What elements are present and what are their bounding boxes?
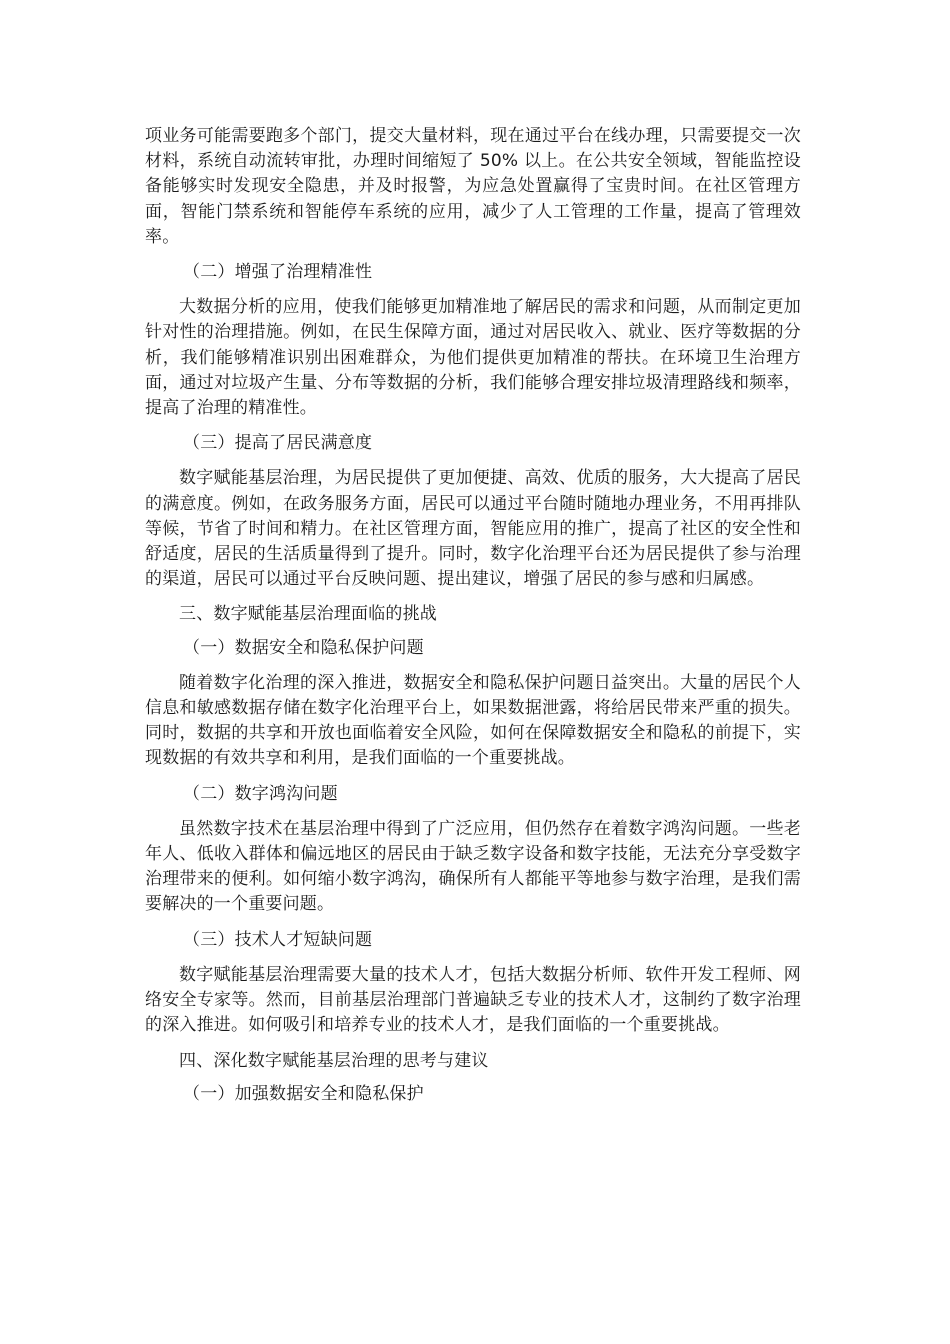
paragraph-data-security: 随着数字化治理的深入推进，数据安全和隐私保护问题日益突出。大量的居民个人信息和敏感数据存储在数字化治理平台上，如果数据泄露，将给居民带来严重的损失。同时，数据的共享和开放也面临着安全风险，如何在保障数据安全和隐私的前提下，实现数据的有效共享和利用，是我们面临的一个重要挑战。: [145, 672, 801, 769]
subheading-talent-shortage: （三）技术人才短缺问题: [183, 929, 373, 950]
subheading-satisfaction: （三）提高了居民满意度: [183, 433, 373, 454]
document-body: [145, 124, 801, 1117]
paragraph-efficiency-continued: 项业务可能需要跑多个部门，提交大量材料，现在通过平台在线办理，只需要提交一次材料，系统自动流转审批，办理时间缩短了 50% 以上。在公共安全领域，智能监控设备能够实时发现安全隐患，并及时报警，为应急处置赢得了宝贵时间。在社区管理方面，智能门禁系统和智能停车系统的应用，减少了人工管理的工作量，提高了管理效率。: [145, 126, 801, 247]
subheading-digital-divide: （二）数字鸿沟问题: [183, 783, 338, 804]
paragraph-talent-shortage: 数字赋能基层治理需要大量的技术人才，包括大数据分析师、软件开发工程师、网络安全专家等。然而，目前基层治理部门普遍缺乏专业的技术人才，这制约了数字治理的深入推进。如何吸引和培养专业的技术人才，是我们面临的一个重要挑战。: [145, 964, 801, 1036]
subheading-strengthen-security: （一）加强数据安全和隐私保护: [183, 1083, 424, 1104]
paragraph-satisfaction: 数字赋能基层治理，为居民提供了更加便捷、高效、优质的服务，大大提高了居民的满意度。例如，在政务服务方面，居民可以通过平台随时随地办理业务，不用再排队等候，节省了时间和精力。在社区管理方面，智能应用的推广，提高了社区的安全性和舒适度，居民的生活质量得到了提升。同时，数字化治理平台还为居民提供了参与治理的渠道，居民可以通过平台反映问题、提出建议，增强了居民的参与感和归属感。: [145, 468, 801, 590]
subheading-precision: （二）增强了治理精准性: [183, 262, 373, 283]
subheading-data-security: （一）数据安全和隐私保护问题: [183, 637, 424, 658]
paragraph-digital-divide: 虽然数字技术在基层治理中得到了广泛应用，但仍然存在着数字鸿沟问题。一些老年人、低收入群体和偏远地区的居民由于缺乏数字设备和数字技能，无法充分享受数字治理带来的便利。如何缩小数字鸿沟，确保所有人都能平等地参与数字治理，是我们需要解决的一个重要问题。: [145, 818, 801, 915]
paragraph-precision: 大数据分析的应用，使我们能够更加精准地了解居民的需求和问题，从而制定更加针对性的治理措施。例如，在民生保障方面，通过对居民收入、就业、医疗等数据的分析，我们能够精准识别出困难群众，为他们提供更加精准的帮扶。在环境卫生治理方面，通过对垃圾产生量、分布等数据的分析，我们能够合理安排垃圾清理路线和频率，提高了治理的精准性。: [145, 297, 801, 419]
section-heading-suggestions: 四、深化数字赋能基层治理的思考与建议: [179, 1050, 489, 1071]
section-heading-challenges: 三、数字赋能基层治理面临的挑战: [179, 604, 437, 625]
